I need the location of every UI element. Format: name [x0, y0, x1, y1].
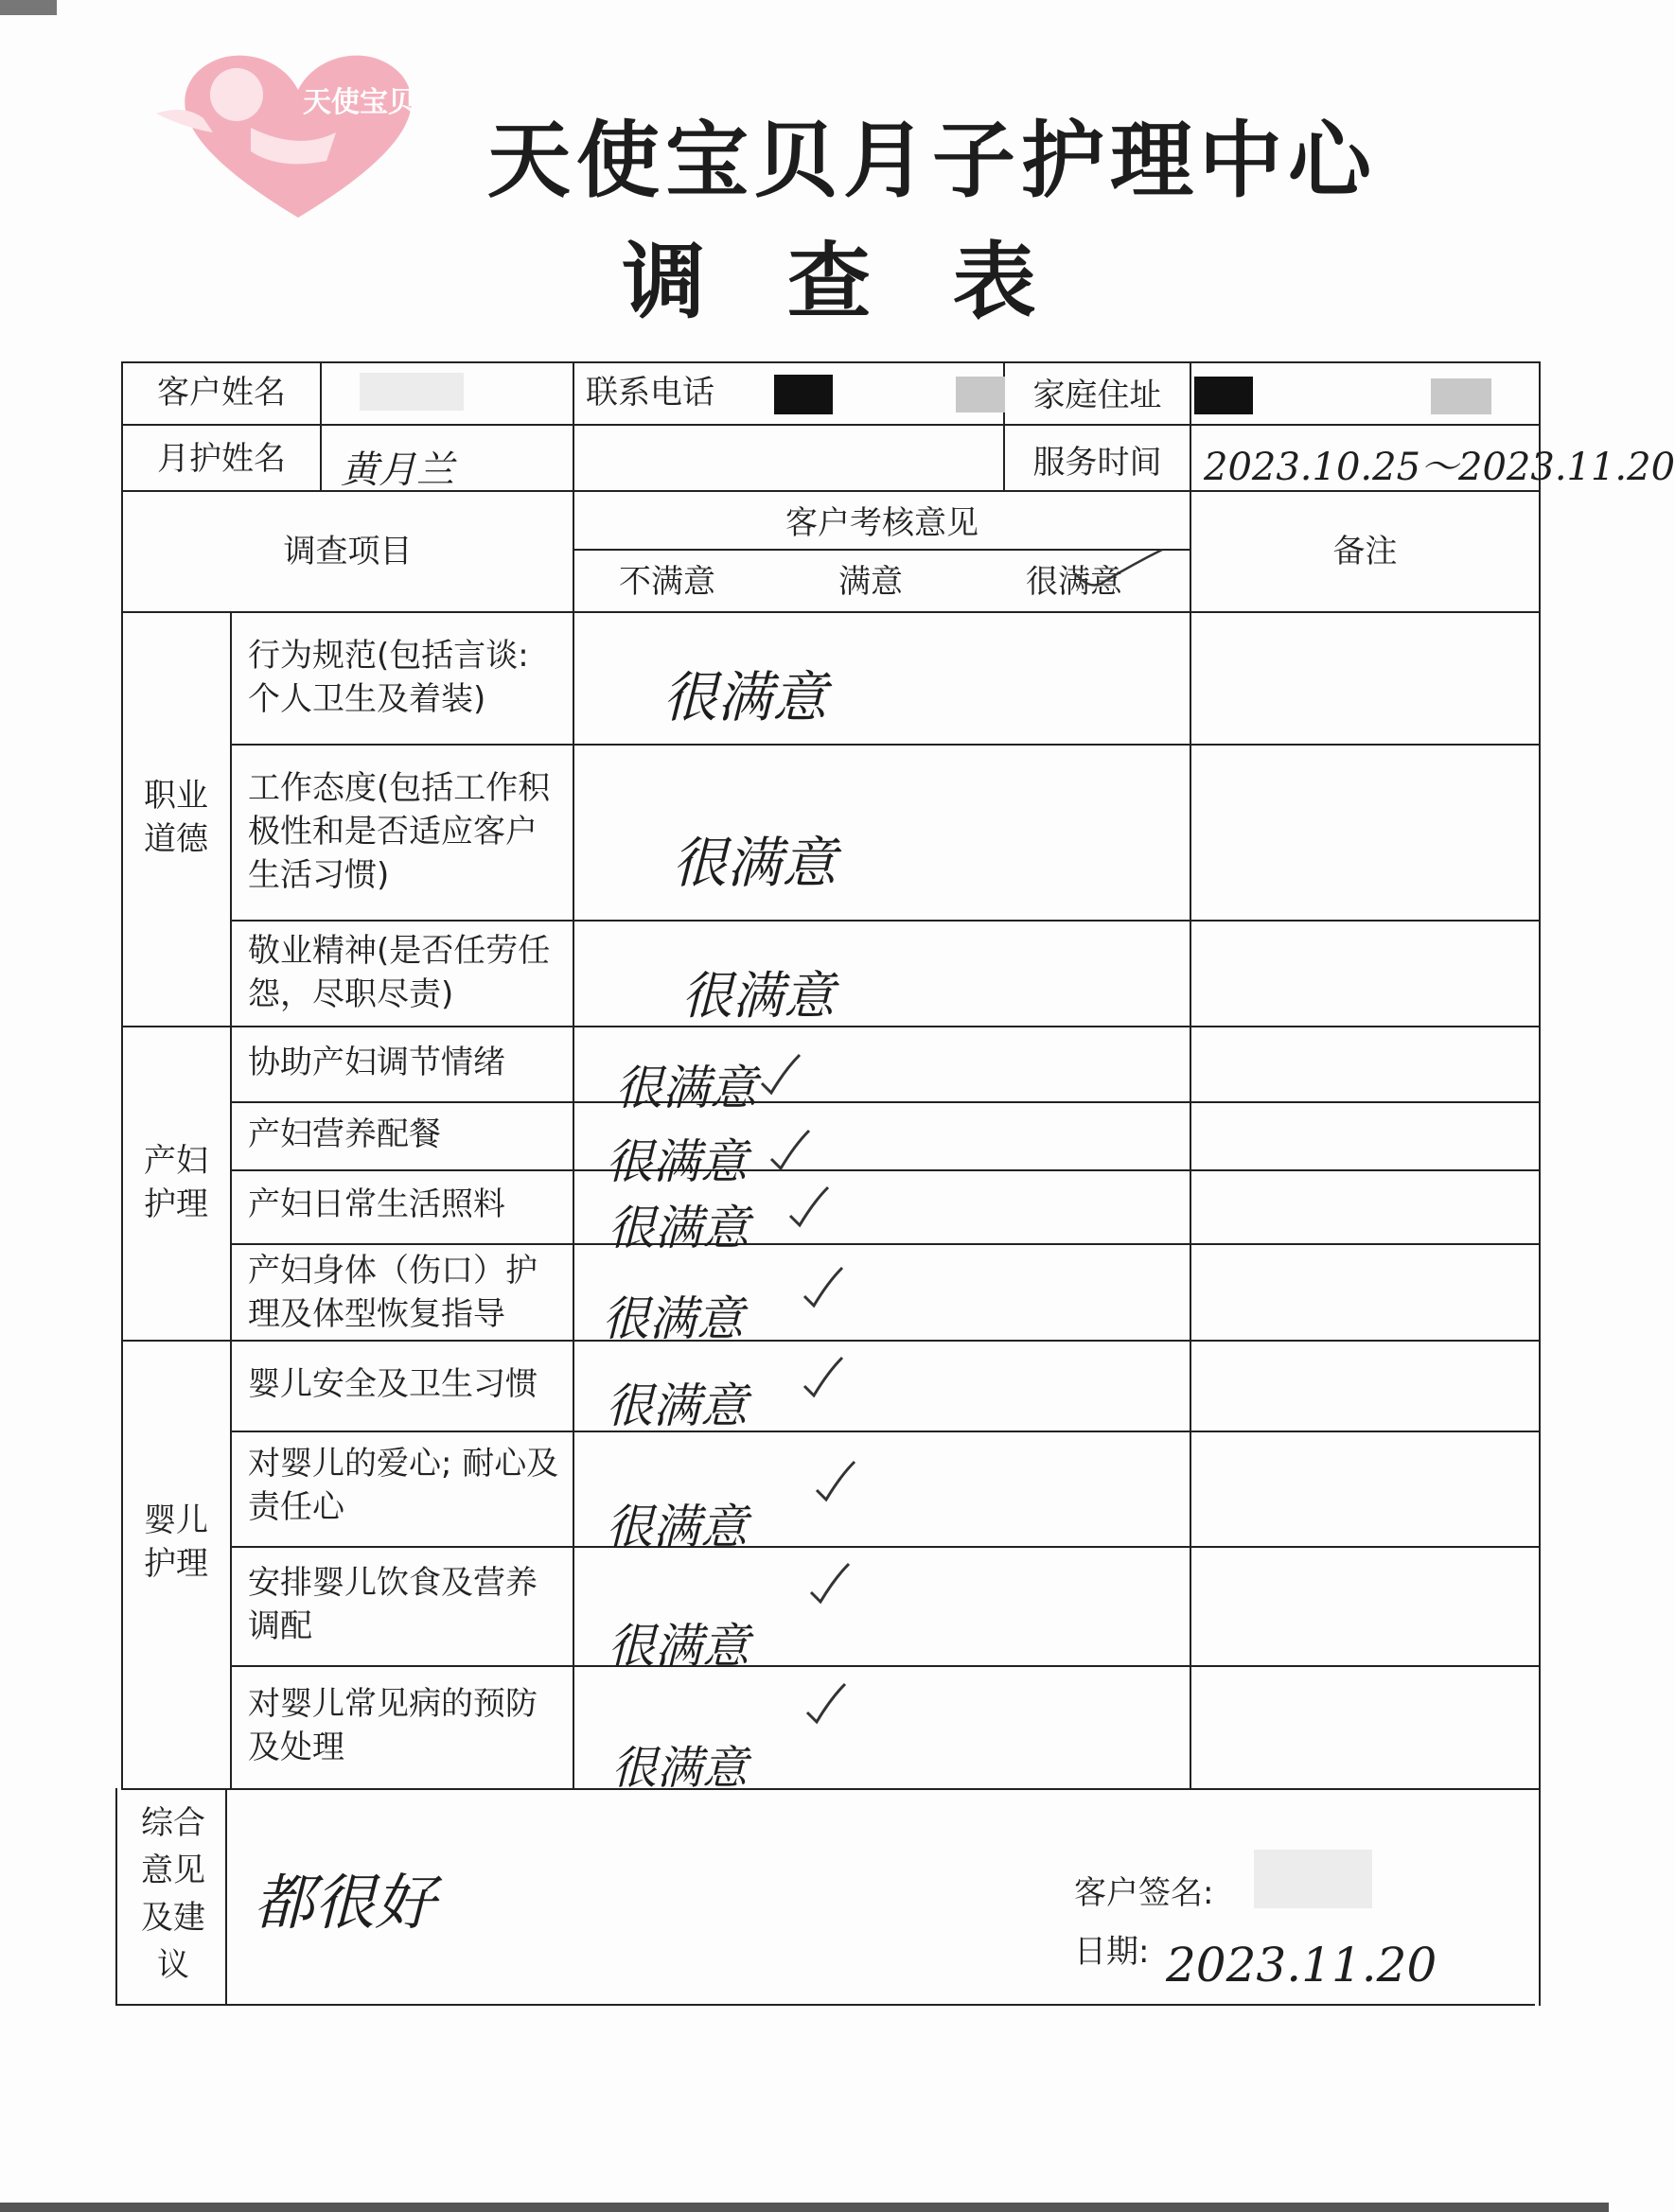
redacted-signature [1254, 1850, 1372, 1908]
summary-value: 都很好 [254, 1869, 435, 1939]
check-mark-icon [806, 1559, 854, 1606]
survey-item-label: 对婴儿常见病的预防及处理 [248, 1685, 538, 1766]
nanny-name-value: 黄月兰 [341, 448, 454, 492]
answer-handwritten: 很满意 [606, 1500, 748, 1554]
phone-label: 联系电话 [586, 374, 714, 412]
check-mark-icon [800, 1353, 847, 1400]
survey-item-label: 敬业精神(是否任劳任怨，尽职尽责) [248, 932, 551, 1013]
check-mark-icon [1067, 545, 1172, 592]
summary-label: 综合意见及建议 [141, 1804, 205, 1984]
check-mark-icon [767, 1126, 814, 1173]
survey-item-label: 协助产妇调节情绪 [248, 1044, 505, 1081]
redacted-phone-part [956, 377, 1005, 413]
answer-handwritten: 很满意 [611, 1742, 749, 1795]
answer-handwritten: 很满意 [606, 1134, 748, 1189]
service-time-value: 2023.10.25～2023.11.20 [1204, 446, 1675, 489]
opinion-col-header: 客户考核意见 [785, 504, 979, 542]
survey-item-label: 安排婴儿饮食及营养调配 [248, 1564, 538, 1645]
survey-item-label: 婴儿安全及卫生习惯 [248, 1365, 538, 1403]
item-col-header: 调查项目 [283, 533, 413, 571]
answer-handwritten: 很满意 [615, 1061, 757, 1115]
opt-very-satisfied: 很满意 [1026, 563, 1122, 601]
check-mark-icon [802, 1679, 850, 1727]
service-time-label: 服务时间 [1032, 444, 1162, 482]
address-label: 家庭住址 [1032, 377, 1162, 414]
customer-name-label: 客户姓名 [157, 374, 286, 412]
org-name: 天使宝贝月子护理中心 [487, 112, 1378, 209]
scan-edge [0, 2203, 1609, 2212]
logo-text: 天使宝贝 [303, 86, 416, 119]
answer-handwritten: 很满意 [608, 1201, 749, 1255]
opt-unsatisfied: 不满意 [619, 563, 715, 601]
redacted-phone-part [774, 375, 833, 414]
check-mark-icon [812, 1457, 859, 1504]
survey-item-label: 产妇日常生活照料 [248, 1185, 505, 1223]
category-label: 婴儿护理 [144, 1501, 208, 1583]
category-label: 职业道德 [144, 777, 208, 858]
form-title: 调 查 表 [622, 233, 1063, 330]
check-mark-icon [757, 1050, 804, 1097]
survey-item-label: 工作态度(包括工作积极性和是否适应客户生活习惯) [248, 769, 551, 894]
remark-col-header: 备注 [1332, 533, 1398, 571]
category-label: 产妇护理 [144, 1142, 208, 1223]
check-mark-icon [785, 1183, 833, 1230]
survey-item-label: 对婴儿的爱心; 耐心及责任心 [248, 1445, 559, 1526]
survey-item-label: 行为规范(包括言谈:个人卫生及着装) [248, 637, 529, 718]
redacted-address-part [1431, 378, 1491, 414]
survey-item-label: 产妇身体（伤口）护理及体型恢复指导 [248, 1252, 538, 1333]
nanny-name-label: 月护姓名 [157, 440, 286, 478]
check-mark-icon [800, 1263, 847, 1310]
date-label: 日期: [1074, 1933, 1150, 1971]
redacted-customer-name [360, 373, 464, 411]
answer-handwritten: 很满意 [672, 831, 838, 895]
signature-label: 客户签名: [1074, 1874, 1214, 1912]
opt-satisfied: 满意 [838, 563, 903, 601]
answer-handwritten: 很满意 [606, 1378, 748, 1433]
answer-handwritten: 很满意 [662, 665, 828, 729]
redacted-address-part [1194, 377, 1253, 414]
survey-item-label: 产妇营养配餐 [248, 1115, 441, 1153]
answer-handwritten: 很满意 [681, 966, 835, 1026]
answer-handwritten: 很满意 [602, 1291, 744, 1346]
answer-handwritten: 很满意 [608, 1619, 749, 1674]
date-value: 2023.11.20 [1166, 1938, 1437, 1993]
